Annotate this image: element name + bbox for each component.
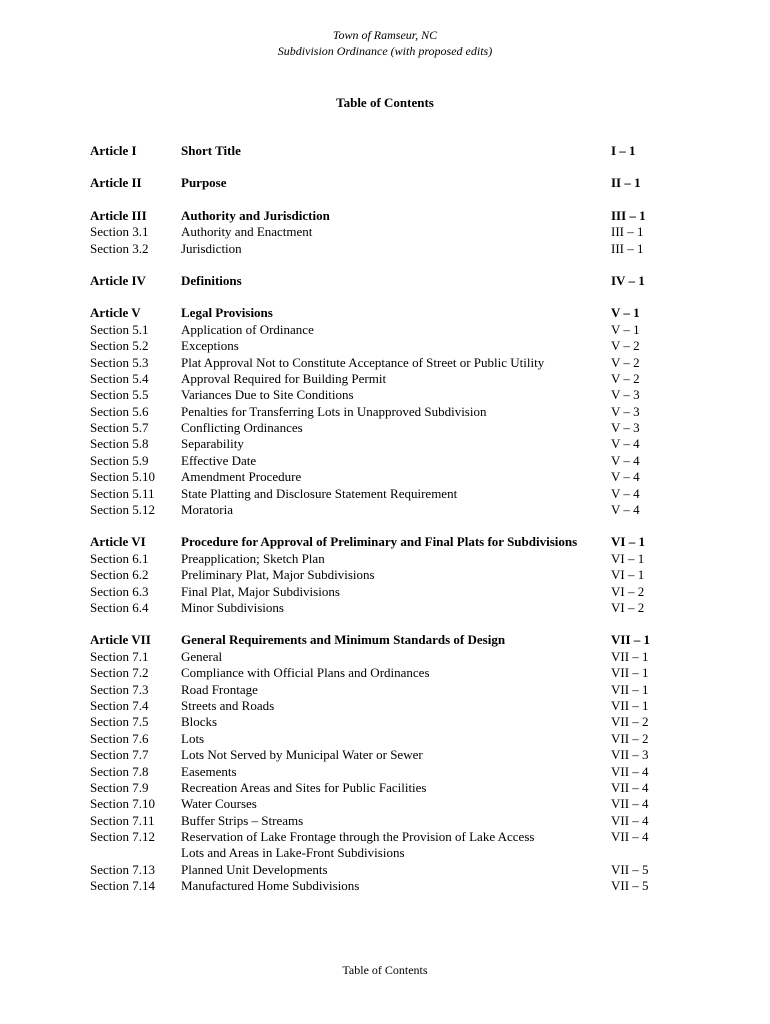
entry-title: Exceptions [181,338,239,354]
entry-page: III – 1 [611,240,644,256]
entry-title: Final Plat, Major Subdivisions [181,583,340,599]
table-of-contents [0,143,770,911]
entry-label: Section 3.2 [90,240,149,256]
entry-title: Planned Unit Developments [181,861,328,877]
entry-title: Preliminary Plat, Major Subdivisions [181,567,375,583]
toc-section-row [0,436,770,452]
entry-label: Article II [90,175,142,191]
entry-page: VII – 1 [611,697,649,713]
entry-label: Section 7.13 [90,861,155,877]
entry-title: Recreation Areas and Sites for Public Facilities [181,779,427,795]
page-footer: Table of Contents [342,963,428,977]
entry-label: Section 7.4 [90,697,149,713]
entry-page: V – 2 [611,370,640,386]
toc-section-row [0,764,770,780]
entry-title: Approval Required for Building Permit [181,370,387,386]
entry-label: Section 7.5 [90,714,149,730]
entry-title: Streets and Roads [181,697,275,713]
entry-title: Lots and Areas in Lake-Front Subdivisions [181,845,405,861]
entry-label: Section 7.14 [90,878,155,894]
entry-label: Article I [90,143,137,158]
toc-section-row [0,584,770,600]
toc-section-row [0,387,770,403]
toc-section-row [0,796,770,812]
toc-section-row [0,453,770,469]
entry-label: Section 5.4 [90,370,149,386]
entry-page: V – 4 [611,502,640,518]
entry-page: VII – 4 [611,796,649,812]
entry-page: VII – 4 [611,829,649,845]
entry-title: Lots [181,730,205,746]
toc-article-group [0,534,770,616]
entry-page: VI – 1 [611,534,645,550]
entry-title: Legal Provisions [181,305,273,321]
entry-label: Article VII [90,632,151,648]
entry-label: Section 7.7 [90,747,149,763]
toc-article-group [0,143,770,159]
entry-title: Road Frontage [181,681,258,697]
entry-page: IV – 1 [611,272,645,288]
toc-section-row [0,698,770,714]
entry-page: V – 4 [611,469,640,485]
toc-article-group [0,632,770,894]
entry-title: Compliance with Official Plans and Ordinances [181,665,430,681]
entry-title: Blocks [181,714,218,730]
entry-page: V – 4 [611,452,640,468]
entry-label: Section 5.12 [90,502,155,518]
toc-section-row [0,731,770,747]
entry-title: Buffer Strips – Streams [181,812,304,828]
entry-title: Effective Date [181,452,257,468]
entry-page: VII – 4 [611,812,649,828]
entry-label: Section 5.8 [90,436,149,452]
entry-title: Easements [181,763,237,779]
entry-title: Amendment Procedure [181,469,302,485]
entry-title: Purpose [181,175,227,191]
toc-section-row [0,486,770,502]
toc-section-row [0,241,770,257]
toc-section-row [0,551,770,567]
entry-page: VII – 1 [611,648,649,664]
entry-label: Article V [90,305,141,321]
entry-page: VII – 3 [611,747,649,763]
toc-section-row [0,355,770,371]
entry-page: VII – 4 [611,763,649,779]
entry-page: V – 3 [611,420,640,436]
entry-title: Short Title [181,143,241,158]
toc-section-row [0,714,770,730]
entry-label: Article IV [90,272,146,288]
entry-title: Application of Ordinance [181,321,314,337]
toc-section-row [0,845,770,861]
toc-section-row [0,665,770,681]
entry-page: III – 1 [611,224,644,240]
toc-section-row [0,371,770,387]
entry-label: Article III [90,207,147,223]
entry-title: Definitions [181,272,242,288]
entry-label: Section 5.11 [90,485,155,501]
toc-section-row [0,420,770,436]
entry-title: Conflicting Ordinances [181,420,303,436]
entry-title: Jurisdiction [181,240,242,256]
toc-article-row [0,305,770,321]
entry-title: General [181,648,223,664]
entry-page: VI – 1 [611,550,645,566]
entry-title: Water Courses [181,796,257,812]
toc-article-row [0,273,770,289]
entry-page: III – 1 [611,207,646,223]
entry-title: Procedure for Approval of Preliminary and Final Plats for Subdivisions [181,534,578,550]
entry-title: Penalties for Transferring Lots in Unapproved Subdivision [181,403,487,419]
entry-page: VII – 5 [611,861,649,877]
toc-article-row [0,534,770,550]
entry-page: V – 4 [611,485,640,501]
entry-title: Minor Subdivisions [181,599,284,615]
entry-label: Section 7.1 [90,648,149,664]
entry-title: Preapplication; Sketch Plan [181,550,325,566]
toc-section-row [0,829,770,845]
entry-title: Moratoria [181,502,233,518]
entry-label: Article VI [90,534,146,550]
entry-page: V – 2 [611,338,640,354]
entry-page: VI – 2 [611,583,645,599]
toc-section-row [0,469,770,485]
toc-article-row [0,143,770,159]
entry-page: V – 1 [611,321,640,337]
toc-section-row [0,747,770,763]
entry-label: Section 7.8 [90,763,149,779]
toc-section-row [0,813,770,829]
toc-section-row [0,682,770,698]
entry-page: V – 1 [611,305,640,321]
entry-page: VII – 4 [611,779,649,795]
entry-label: Section 6.4 [90,599,149,615]
entry-title: Authority and Jurisdiction [181,207,330,223]
page-title: Table of Contents [336,95,434,110]
toc-article-group [0,273,770,289]
toc-article-group [0,208,770,257]
entry-page: VII – 2 [611,730,649,746]
entry-title: Manufactured Home Subdivisions [181,878,360,894]
toc-section-row [0,404,770,420]
entry-title: Lots Not Served by Municipal Water or Sewer [181,747,423,763]
entry-label: Section 6.2 [90,567,149,583]
entry-label: Section 5.7 [90,420,149,436]
toc-section-row [0,224,770,240]
entry-title: Separability [181,436,244,452]
entry-label: Section 5.9 [90,452,149,468]
entry-page: II – 1 [611,175,641,191]
toc-section-row [0,878,770,894]
toc-section-row [0,567,770,583]
toc-section-row [0,338,770,354]
entry-page: VII – 5 [611,878,649,894]
entry-label: Section 7.9 [90,779,149,795]
toc-article-row [0,175,770,191]
entry-page: I – 1 [611,143,636,158]
entry-label: Section 6.1 [90,550,149,566]
entry-label: Section 5.6 [90,403,149,419]
entry-title: Reservation of Lake Frontage through the Provision of Lake Access [181,829,535,845]
entry-page: V – 3 [611,387,640,403]
toc-section-row [0,862,770,878]
entry-page: VI – 2 [611,599,645,615]
entry-label: Section 7.6 [90,730,149,746]
entry-label: Section 5.2 [90,338,149,354]
toc-section-row [0,502,770,518]
header-town: Town of Ramseur, NC [332,28,438,42]
toc-article-group [0,305,770,518]
toc-section-row [0,780,770,796]
entry-title: Authority and Enactment [181,224,313,240]
entry-title: Plat Approval Not to Constitute Acceptance of Street or Public Utility [181,354,545,370]
entry-label: Section 7.2 [90,665,149,681]
entry-label: Section 5.1 [90,321,149,337]
toc-section-row [0,649,770,665]
entry-page: VI – 1 [611,567,645,583]
entry-page: V – 4 [611,436,640,452]
header-document: Subdivision Ordinance (with proposed edits) [277,44,493,58]
entry-label: Section 5.5 [90,387,149,403]
entry-label: Section 3.1 [90,224,149,240]
entry-label: Section 7.3 [90,681,149,697]
entry-label: Section 7.11 [90,812,155,828]
toc-article-row [0,632,770,648]
entry-page: VII – 1 [611,665,649,681]
entry-title: State Platting and Disclosure Statement Requirement [181,485,458,501]
entry-page: VII – 2 [611,714,649,730]
entry-page: VII – 1 [611,632,651,648]
toc-article-row [0,208,770,224]
toc-article-group [0,175,770,191]
toc-section-row [0,322,770,338]
entry-label: Section 7.10 [90,796,155,812]
toc-section-row [0,600,770,616]
entry-label: Section 5.10 [90,469,155,485]
entry-page: VII – 1 [611,681,649,697]
entry-label: Section 7.12 [90,829,155,845]
entry-label: Section 5.3 [90,354,149,370]
entry-page: V – 2 [611,354,640,370]
entry-title: Variances Due to Site Conditions [181,387,354,403]
entry-title: General Requirements and Minimum Standards of Design [181,632,506,648]
entry-page: V – 3 [611,403,640,419]
entry-label: Section 6.3 [90,583,149,599]
